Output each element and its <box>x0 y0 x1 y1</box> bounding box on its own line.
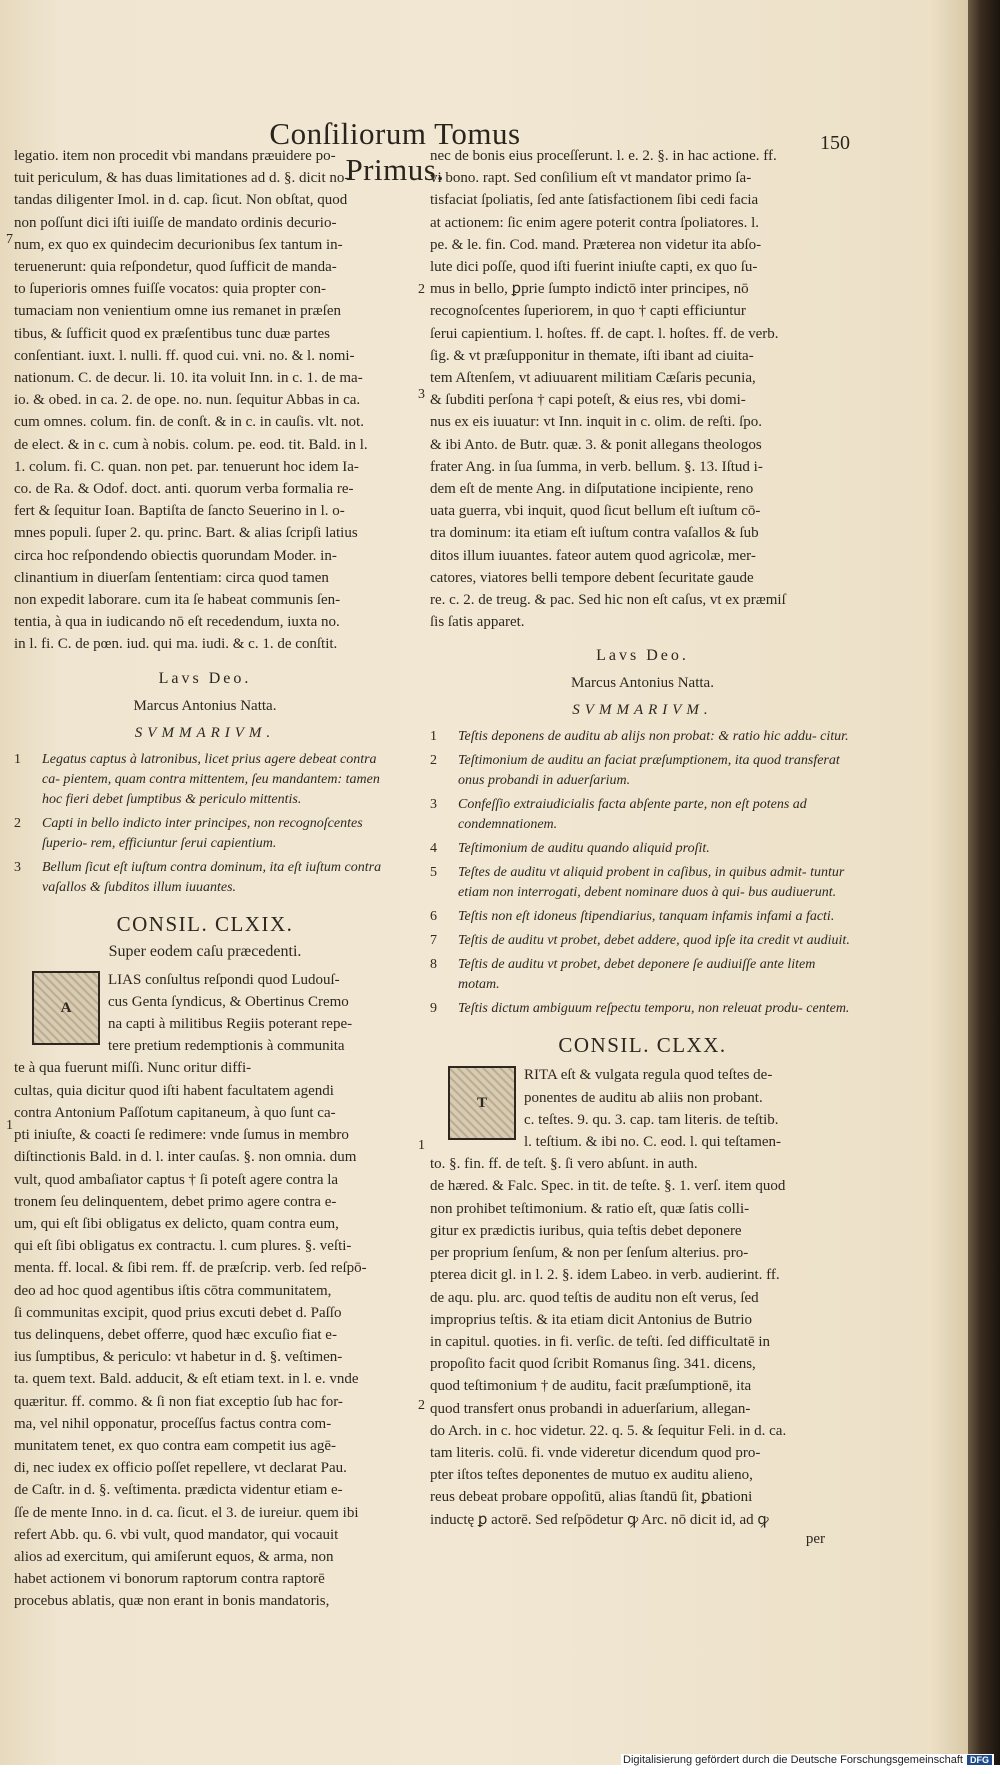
right-column <box>430 145 855 1548</box>
summarium-number: 2 <box>14 815 21 831</box>
text-line: de aqu. plu. arc. quod teſtis de auditu non eſt verus, ſed <box>430 1289 759 1306</box>
margin-number: 3 <box>418 387 425 402</box>
left-consil-subtitle: Super eodem caſu præcedenti. <box>108 942 302 960</box>
text-line: io. & obed. in ca. 2. de ope. no. nun. ſequitur Abbas in ca. <box>14 392 361 409</box>
text-line: di, nec iudex ex officio poſſet repellere, vt declarat Pau. <box>14 1460 347 1477</box>
text-line: l. teſtium. & ibi no. C. eod. l. qui teſtamen- <box>524 1134 782 1151</box>
summarium-text: Teſtis non eſt idoneus ſtipendiarius, tanquam infamis infami a facti. <box>458 909 835 925</box>
text-line: tentia, à qua in iudicando nō eſt recedendum, iuxta no. <box>14 614 340 631</box>
text-line: pter iſtos teſtes deponentes de mutuo ex auditu alieno, <box>430 1467 753 1484</box>
summarium-item <box>430 839 855 859</box>
summarium-number: 2 <box>430 753 437 769</box>
text-line: pterea dicit gl. in l. 2. §. idem Labeo. in verb. audierint. ff. <box>430 1267 780 1284</box>
text-line: lute dici poſſe, quod iſti fuerint iniuſte capti, ex quo ſu- <box>430 259 758 276</box>
text-line: at actionem: ſic enim agere poterit contra ſpoliatores. l. <box>430 214 760 231</box>
text-line: ma, vel nihil opponatur, proceſſus factus contra com- <box>14 1415 332 1432</box>
text-line: ſerui capientium. l. hoſtes. ff. de capt. l. hoſtes. ff. de verb. <box>430 325 779 342</box>
summarium-item <box>430 931 855 951</box>
text-line: nus ex eis iuuatur: vt Inn. inquit in c. olim. de reſti. ſpo. <box>430 414 763 431</box>
text-line: fert & ſequitur Ioan. Baptiſta de ſancto Seuerino in l. o- <box>14 503 345 520</box>
text-line: te à qua fuerunt miſſi. Nunc oritur diffi- <box>14 1060 252 1077</box>
text-line: vult, quod ambaſiator captus † ſi poteſt agere contra la <box>14 1171 339 1188</box>
summarium-number: 8 <box>430 957 437 973</box>
summarium-item <box>430 955 855 995</box>
text-line: tibus, & ſufficit quod ex præſentibus tunc duæ partes <box>14 325 330 342</box>
summarium-text: Teſtes de auditu vt aliquid probent in caſibus, in quibus admit- tuntur etiam non interrogati, debent nominare duos à qui- bus audiuerunt. <box>458 865 845 901</box>
digitization-credit <box>621 1754 994 1766</box>
text-line: conſentiant. iuxt. l. nulli. ff. quod cui. vni. no. & l. nomi- <box>14 347 355 364</box>
summarium-text: Bellum ſicut eſt iuſtum contra dominum, ita eſt iuſtum contra vaſallos & ſubditos illum iuuantes. <box>42 859 382 895</box>
text-line: tem Aſtenſem, vt adiuuarent militiam Cæſaris pecunia, <box>430 370 756 387</box>
summarium-text: Legatus captus à latronibus, licet prius agere debeat contra ca- pientem, quam contra mittentem, ſeu mandantem: tamen hoc fieri debet ſumptibus & periculo mittentis. <box>42 751 380 807</box>
right-author: Marcus Antonius Natta. <box>571 675 714 692</box>
text-line: tuit periculum, & has duas limitationes ad d. §. dicit no- <box>14 170 350 187</box>
summarium-item <box>14 858 396 898</box>
text-line: vi bono. rapt. Sed conſilium eſt vt mandator primo ſa- <box>430 170 752 187</box>
text-line: circa hoc reſpondendo obiectis quorundam Moder. in- <box>14 547 337 564</box>
credit-text: Digitalisierung gefördert durch die Deutsche Forschungsgemeinschaft <box>623 1754 963 1766</box>
text-line: clinantium in diuerſam ſententiam: circa quod tamen <box>14 569 329 586</box>
text-line: do Arch. in c. hoc videtur. 22. q. 5. & ſequitur Feli. in d. ca. <box>430 1422 787 1439</box>
text-line: in capitul. quoties. in fi. verſic. de teſti. ſed difficultatē in <box>430 1333 771 1350</box>
text-line: recognoſcentes ſuperiorem, in quo † capti efficiuntur <box>430 303 746 320</box>
text-line: num, ex quo ex quindecim decurionibus ſex tantum in- <box>14 236 343 253</box>
text-line: na capti à militibus Regiis poterant repe- <box>108 1016 353 1033</box>
left-body-text <box>14 145 396 656</box>
text-line: ſig. & vt præſupponitur in themate, iſti ibant ad ciuita- <box>430 347 754 364</box>
right-laus-deo: Lavs Deo. <box>596 647 689 665</box>
dfg-logo-icon: DFG <box>967 1755 992 1765</box>
text-line: pti iniuſte, & coacti ſe redimere: vnde ſumus in membro <box>14 1127 349 1144</box>
text-line: ſis ſatis apparet. <box>430 614 525 631</box>
summarium-text: Teſtis deponens de auditu ab alijs non probat: & ratio hic addu- citur. <box>458 729 849 745</box>
text-line: ditos illum iuuantes. fateor autem quod agricolæ, mer- <box>430 547 756 564</box>
right-consil-title: CONSIL. CLXX. <box>558 1033 727 1058</box>
text-line: tisfaciat ſpoliatis, ſed ante ſatisfactionem ſibi cedi facia <box>430 192 759 209</box>
right-summarium-title: SVMMARIVM. <box>572 702 713 719</box>
margin-number: 1 <box>418 1138 425 1153</box>
text-line: propoſito facit quod ſcribit Romanus ſing. 341. dicens, <box>430 1356 756 1373</box>
text-line: tam literis. colū. fi. vnde videretur dicendum quod pro- <box>430 1444 761 1461</box>
summarium-number: 6 <box>430 909 437 925</box>
text-line: frater Ang. in ſua ſumma, in verb. bellum. §. 13. Iſtud i- <box>430 458 763 475</box>
summarium-item <box>430 863 855 903</box>
left-author: Marcus Antonius Natta. <box>133 697 277 714</box>
left-consil-title: CONSIL. CLXIX. <box>116 911 294 936</box>
text-line: gitur ex prædictis iuribus, quia teſtis debet deponere <box>430 1222 742 1239</box>
left-summarium-title: SVMMARIVM. <box>134 724 276 741</box>
text-line: um, qui eſt ſibi obligatus ex delicto, quam contra eum, <box>14 1215 339 1232</box>
text-line: cultas, quia dicitur quod iſti habent facultatem agendi <box>14 1082 334 1099</box>
text-line: reus debeat probare oppoſitū, alias ſtandū ſit, ꝑbationi <box>430 1489 753 1506</box>
summarium-item <box>430 999 855 1019</box>
text-line: re. c. 2. de treug. & pac. Sed hic non eſt caſus, vt ex præmiſ <box>430 592 786 609</box>
book-edge <box>968 0 1000 1774</box>
text-line: dem eſt de mente Ang. in diſputatione incipiente, reno <box>430 481 754 498</box>
margin-number: 2 <box>418 1398 425 1413</box>
summarium-number: 7 <box>430 933 437 949</box>
text-line: quod transfert onus probandi in aduerſarium, allegan- <box>430 1400 751 1417</box>
text-line: pe. & le. fin. Cod. mand. Præterea non videtur ita abſo- <box>430 236 762 253</box>
summarium-number: 1 <box>14 751 21 767</box>
text-line: diſtinctionis Bald. in d. l. inter cauſas. §. non omnia. dum <box>14 1149 357 1166</box>
summarium-number: 1 <box>430 729 437 745</box>
text-line: LIAS conſultus reſpondi quod Ludouſ- <box>108 971 340 988</box>
margin-number: 1 <box>6 1118 13 1133</box>
text-line: de Caſtr. in d. §. veſtimenta. prædicta videntur etiam e- <box>14 1482 343 1499</box>
text-line: & ibi Anto. de Butr. quæ. 3. & ponit allegans theologos <box>430 436 762 453</box>
margin-number: 7 <box>6 232 13 247</box>
catchword: per <box>805 1530 825 1547</box>
summarium-item <box>14 814 396 854</box>
summarium-text: Confeſſio extraiudicialis facta abſente parte, non eſt potens ad condemnationem. <box>458 797 807 833</box>
text-line: munitatem tenet, ex quo contra eam competit ius agē- <box>14 1437 336 1454</box>
text-line: RITA eſt & vulgata regula quod teſtes de- <box>524 1067 773 1084</box>
summarium-item <box>430 727 855 747</box>
text-line: menta. ff. local. & ſibi rem. ff. de præſcrip. verb. ſed reſpō- <box>14 1260 367 1277</box>
text-line: quod teſtimonium † de auditu, facit præſumptionē, ita <box>430 1378 752 1395</box>
text-line: per proprium ſenſum, & non per ſenſum alterius. pro- <box>430 1245 749 1262</box>
text-line: improprius teſtis. & ita etiam dicit Antonius de Butrio <box>430 1311 753 1328</box>
text-line: ius ſumptibus, & periculo: vt habetur in d. §. veſtimen- <box>14 1349 343 1366</box>
text-line: catores, viatores belli tempore debent ſecuritate gaude <box>430 569 754 586</box>
text-line: tandas diligenter Imol. in d. cap. ſicut. Non obſtat, quod <box>14 192 348 209</box>
text-line: tere pretium redemptionis à communita <box>108 1038 345 1055</box>
text-line: uata guerra, vbi inquit, quod ſicut bellum eſt iuſtum cō- <box>430 503 761 520</box>
text-line: 1. colum. fi. C. quan. non pet. par. tenuerunt hoc idem Ia- <box>14 458 359 475</box>
summarium-item <box>430 795 855 835</box>
text-line: non poſſunt dici iſti iuiſſe de mandato ordinis decurio- <box>14 214 337 231</box>
decorated-initial-t: T <box>448 1066 516 1140</box>
left-consil-text <box>14 969 396 1613</box>
text-line: ſſe de mente Inno. in d. ca. ſicut. el 3. de iureiur. quem ibi <box>14 1504 359 1521</box>
text-line: cus Genta ſyndicus, & Obertinus Cremo <box>108 993 349 1010</box>
summarium-number: 4 <box>430 841 437 857</box>
right-body-text <box>430 145 855 633</box>
text-line: co. de Ra. & Odof. doct. anti. quorum verba formalia re- <box>14 481 354 498</box>
left-column <box>14 145 396 1613</box>
summarium-number: 3 <box>430 797 437 813</box>
text-line: c. teſtes. 9. qu. 3. cap. tam literis. de teſtib. <box>524 1111 779 1128</box>
text-line: teruenerunt: quia reſpondetur, quod ſufficit de manda- <box>14 259 337 276</box>
summarium-item <box>430 751 855 791</box>
text-line: qui eſt ſibi obligatus ex contractu. l. cum plures. §. veſti- <box>14 1238 352 1255</box>
text-line: ta. quem text. Bald. adducit, & eſt etiam text. in l. e. vnde <box>14 1371 359 1388</box>
left-laus-deo: Lavs Deo. <box>158 669 252 687</box>
decorated-initial-a: A <box>32 971 100 1045</box>
text-line: procebus ablatis, quæ non erant in bonis mandatoris, <box>14 1593 330 1610</box>
text-line: de elect. & in c. cum à nobis. colum. pe. eod. tit. Bald. in l. <box>14 436 368 453</box>
summarium-text: Teſtis dictum ambiguum reſpectu temporu, non releuat produ- centem. <box>458 1001 850 1017</box>
text-line: nec de bonis eius proceſſerunt. l. e. 2. §. in hac actione. ff. <box>430 148 777 164</box>
summarium-item <box>430 907 855 927</box>
text-line: tumaciam non venientium omne ius remanet in præſen <box>14 303 342 320</box>
text-line: tra dominum: ita etiam eſt iuſtum contra vaſallos & ſub <box>430 525 759 542</box>
text-line: alios ad exercitum, qui amiſerunt equos, & arma, non <box>14 1548 334 1565</box>
summarium-number: 9 <box>430 1001 437 1017</box>
text-line: non prohibet teſtimonium. & ratio eſt, quæ ſatis colli- <box>430 1200 750 1217</box>
text-line: non expedit laborare. cum ita ſe habeat communis ſen- <box>14 592 341 609</box>
text-line: ſi communitas excipit, quod prius excuti debet d. Paſſo <box>14 1304 342 1321</box>
text-line: habet actionem vi bonorum raptorum contra raptorē <box>14 1571 325 1588</box>
left-summarium-list <box>14 750 396 898</box>
margin-number: 2 <box>418 282 425 297</box>
text-line: de hæred. & Falc. Spec. in tit. de teſte. §. 1. verſ. item quod <box>430 1178 786 1195</box>
summarium-item <box>14 750 396 810</box>
summarium-number: 3 <box>14 859 21 875</box>
summarium-number: 5 <box>430 865 437 881</box>
text-line: mnes populi. ſuper 2. qu. princ. Bart. & alias ſcripſi latius <box>14 525 358 542</box>
text-line: to ſuperioris omnes fuiſſe vocatos: quia propter con- <box>14 281 327 298</box>
text-line: mus in bello, ꝑprie ſumpto indictō inter principes, nō <box>430 281 749 298</box>
text-line: contra Antonium Paſſotum capitaneum, à quo ſunt ca- <box>14 1104 336 1121</box>
folio-number: 150 <box>820 132 850 154</box>
running-title: Conſiliorum Tomus Primus. <box>269 116 521 187</box>
text-line: quæritur. ff. commo. & ſi non fiat exceptio ſub hac for- <box>14 1393 343 1410</box>
text-line: in l. fi. C. de pœn. iud. qui ma. iudi. & c. 1. de conſtit. <box>14 636 338 653</box>
text-line: to. §. fin. ff. de teſt. §. ſi vero abſunt. in auth. <box>430 1156 698 1173</box>
right-summarium-list <box>430 727 855 1019</box>
text-line: ponentes de auditu ab aliis non probant. <box>524 1089 763 1106</box>
text-line: tus delinquens, debet offerre, quod hæc excuſio fiat e- <box>14 1326 337 1343</box>
text-line: inductę ꝑ actorē. Sed reſpōdetur ꝙ Arc. nō dicit id, ad ꝙ <box>430 1511 769 1528</box>
summarium-text: Teſtimonium de auditu quando aliquid proſit. <box>458 841 710 857</box>
text-line: cum omnes. colum. fin. de conſt. & in c. in cauſis. vlt. not. <box>14 414 364 431</box>
text-line: refert Abb. qu. 6. vbi vult, quod mandator, qui vocauit <box>14 1526 339 1543</box>
right-consil-text <box>430 1064 855 1530</box>
text-line: deo ad hoc quod agentibus iſtis cōtra communitatem, <box>14 1282 332 1299</box>
text-line: nationum. C. de decur. li. 10. ita voluit Inn. in c. 1. de ma- <box>14 370 363 387</box>
summarium-text: Capti in bello indicto inter principes, non recognoſcentes ſuperio- rem, efficiuntur ſerui capientium. <box>42 815 363 851</box>
text-line: legatio. item non procedit vbi mandans præuidere po- <box>14 148 336 164</box>
text-line: & ſubditi perſona † capi poteſt, & eius res, vbi domi- <box>430 392 746 409</box>
summarium-text: Teſtis de auditu vt probet, debet addere, quod ipſe ita credit vt audiuit. <box>458 933 850 949</box>
text-line: tronem ſeu delinquentem, debet primo agere contra e- <box>14 1193 337 1210</box>
footer-strip <box>0 1765 1000 1774</box>
summarium-text: Teſtimonium de auditu an faciat præſumptionem, ita quod transferat onus probandi in aduerſarium. <box>458 753 840 789</box>
summarium-text: Teſtis de auditu vt probet, debet deponere ſe audiuiſſe ante litem motam. <box>458 957 816 993</box>
